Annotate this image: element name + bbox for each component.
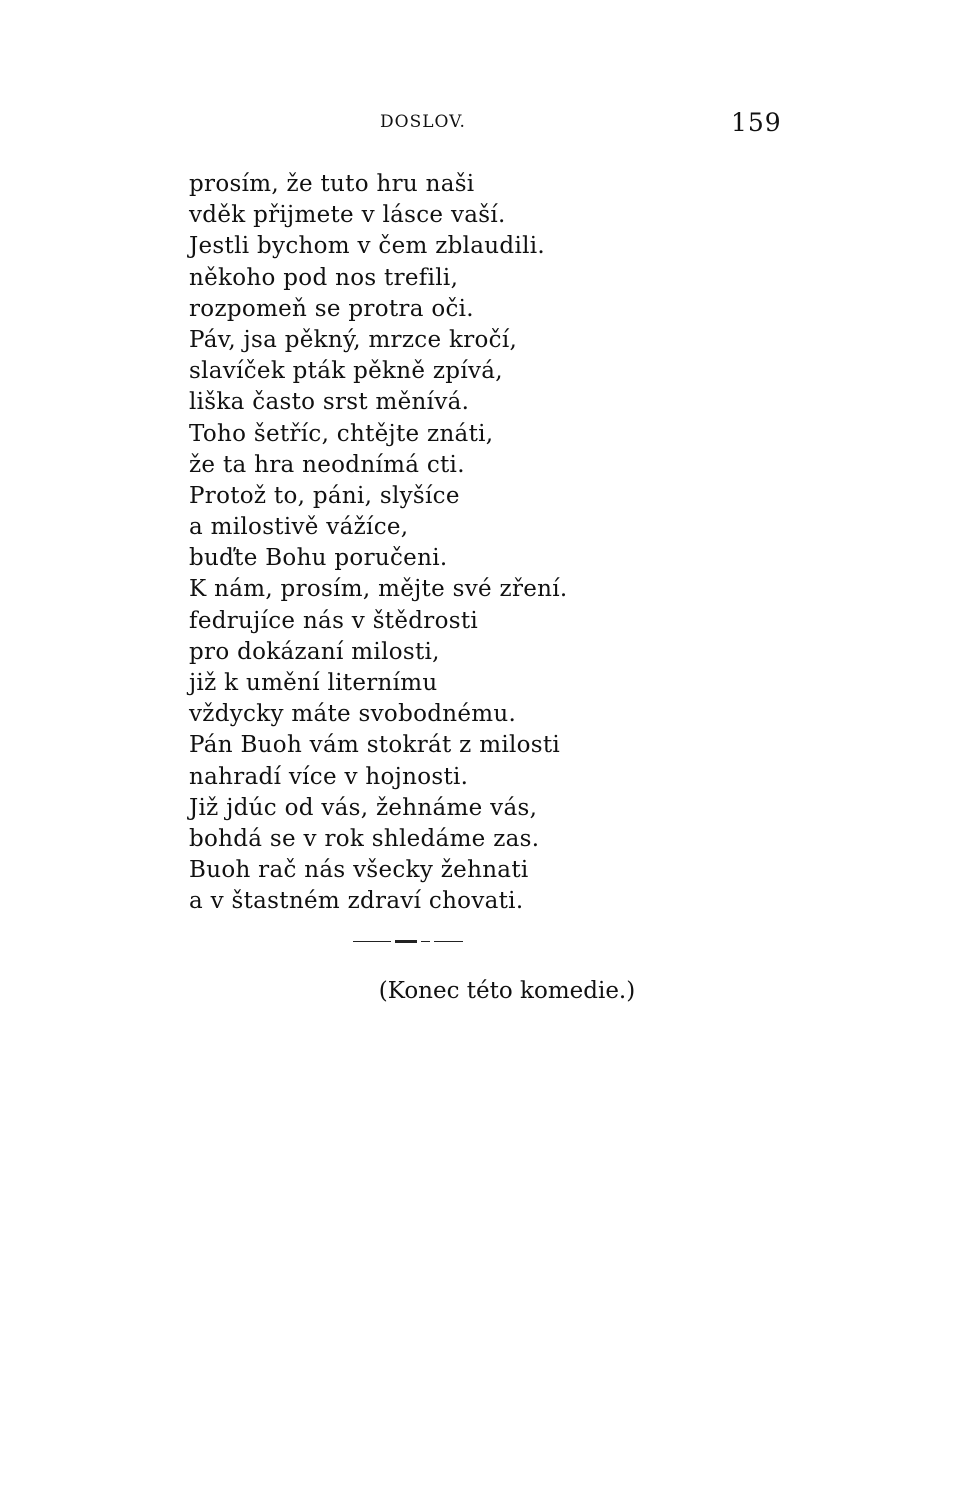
verse-line: že ta hra neodnímá cti. <box>189 451 465 478</box>
page-number: 159 <box>731 108 782 137</box>
verse-line: Protož to, páni, slyšíce <box>189 482 460 509</box>
verse-line: liška často srst měnívá. <box>189 389 470 416</box>
verse-line: Jestli bychom v čem zblaudili. <box>189 233 546 260</box>
verse-block <box>189 169 629 918</box>
chapter-title: DOSLOV. <box>380 112 466 132</box>
verse-line: již k umění liternímu <box>189 670 438 696</box>
verse-line: a milostivě vážíce, <box>189 514 409 541</box>
verse-line: slavíček pták pěkně zpívá, <box>189 358 503 385</box>
divider-rule-dash <box>421 941 430 942</box>
verse-line: Toho šetříc, chtějte znáti, <box>189 420 494 447</box>
verse-line: prosím, že tuto hru naši <box>189 171 475 197</box>
verse-line: vždycky máte svobodnému. <box>189 701 517 728</box>
verse-line: K nám, prosím, mějte své zření. <box>189 576 568 603</box>
verse-line: Páv, jsa pěkný, mrzce kročí, <box>189 326 518 353</box>
verse-line: někoho pod nos trefili, <box>189 264 459 291</box>
ornamental-divider <box>353 940 463 943</box>
verse-line: nahradí více v hojnosti. <box>189 763 469 790</box>
verse-line: Již jdúc od vás, žehnáme vás, <box>189 794 538 821</box>
divider-rule-left <box>353 941 391 942</box>
divider-rule-center <box>395 940 417 943</box>
verse-line: vděk přijmete v lásce vaší. <box>189 202 506 229</box>
verse-line: buďte Bohu poručeni. <box>189 545 448 572</box>
verse-line: bohdá se v rok shledáme zas. <box>189 825 540 852</box>
verse-line: rozpomeň se protra oči. <box>189 295 474 322</box>
divider-rule-right <box>434 941 463 942</box>
verse-line: fedrujíce nás v štědrosti <box>189 607 479 634</box>
verse-line: Pán Buoh vám stokrát z milosti <box>189 732 561 759</box>
verse-line: Buoh rač nás všecky žehnati <box>189 857 529 884</box>
verse-line: pro dokázaní milosti, <box>189 638 440 665</box>
end-note: (Konec této komedie.) <box>378 978 636 1004</box>
verse-line: a v štastném zdraví chovati. <box>189 888 524 915</box>
